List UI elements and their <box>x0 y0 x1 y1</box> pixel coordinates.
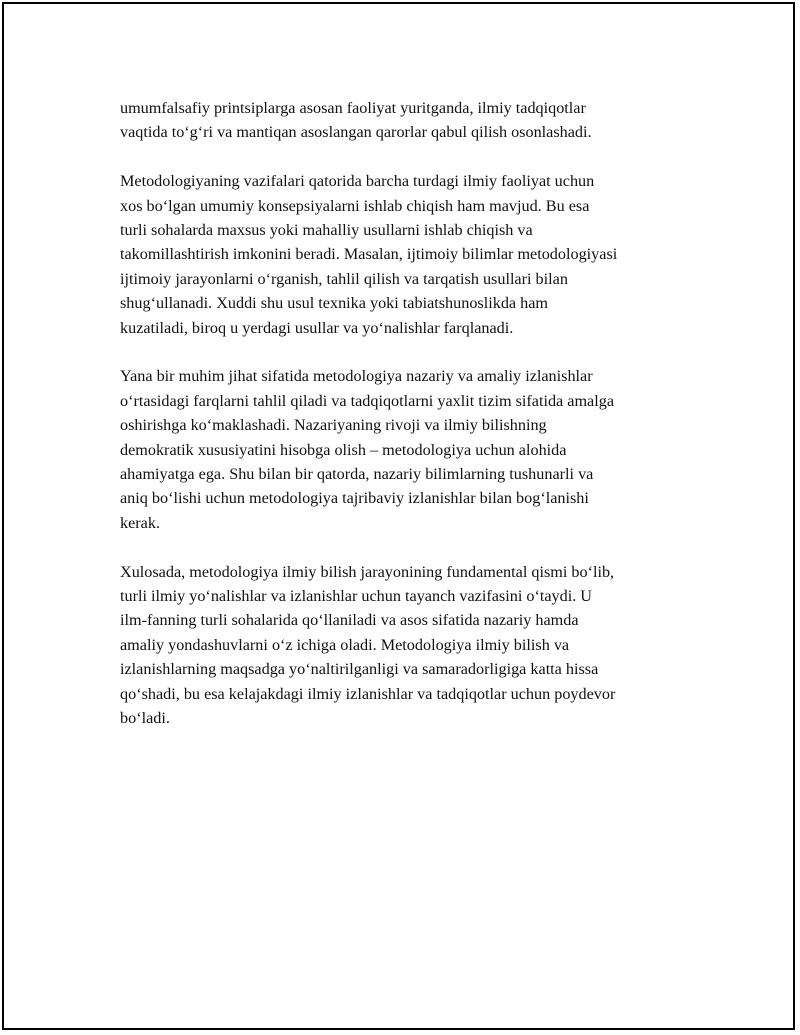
text-line: umumfalsafiy printsiplarga asosan faoliyat yuritganda, ilmiy tadqiqotlar <box>120 99 586 117</box>
text-line: vaqtida to‘g‘ri va mantiqan asoslangan qarorlar qabul qilish osonlashadi. <box>120 123 592 142</box>
text-line: Metodologiyaning vazifalari qatorida barcha turdagi ilmiy faoliyat uchun <box>120 172 595 191</box>
text-line: turli sohalarda maxsus yoki mahalliy usullarni ishlab chiqish va <box>120 221 533 240</box>
paragraph-1 <box>120 96 700 145</box>
text-line: xos bo‘lgan umumiy konsepsiyalarni ishlab chiqish ham mavjud. Bu esa <box>120 196 590 215</box>
text-line: ijtimoiy jarayonlarni o‘rganish, tahlil qilish va tarqatish usullari bilan <box>120 269 568 288</box>
paragraph-2 <box>120 169 700 340</box>
text-line: oshirishga ko‘maklashadi. Nazariyaning rivoji va ilmiy bilishning <box>120 416 547 435</box>
text-line: amaliy yondashuvlarni o‘z ichiga oladi. Metodologiya ilmiy bilish va <box>120 635 570 654</box>
text-line: takomillashtirish imkonini beradi. Masalan, ijtimoiy bilimlar metodologiyasi <box>120 245 618 264</box>
text-line: Yana bir muhim jihat sifatida metodologiya nazariy va amaliy izlanishlar <box>120 367 593 386</box>
text-line: kerak. <box>120 513 160 532</box>
text-line: qo‘shadi, bu esa kelajakdagi ilmiy izlanishlar va tadqiqotlar uchun poydevor <box>120 684 616 703</box>
text-line: kuzatiladi, biroq u yerdagi usullar va yo‘nalishlar farqlanadi. <box>120 318 514 337</box>
text-line: ilm-fanning turli sohalarida qo‘llaniladi va asos sifatida nazariy hamda <box>120 611 579 630</box>
paragraph-4 <box>120 560 700 731</box>
text-line: shug‘ullanadi. Xuddi shu usul texnika yoki tabiatshunoslikda ham <box>120 294 549 313</box>
text-line: o‘rtasidagi farqlarni tahlil qiladi va tadqiqotlarni yaxlit tizim sifatida amalga <box>120 391 615 410</box>
text-line: bo‘ladi. <box>120 709 170 728</box>
text-line: turli ilmiy yo‘nalishlar va izlanishlar uchun tayanch vazifasini o‘taydi. U <box>120 587 592 606</box>
document-body <box>120 96 700 755</box>
text-line: demokratik xususiyatini hisobga olish – metodologiya uchun alohida <box>120 440 567 459</box>
document-page <box>2 2 795 1030</box>
text-line: aniq bo‘lishi uchun metodologiya tajribaviy izlanishlar bilan bog‘lanishi <box>120 489 589 508</box>
text-line: izlanishlarning maqsadga yo‘naltirilganligi va samaradorligiga katta hissa <box>120 660 599 679</box>
paragraph-3 <box>120 364 700 535</box>
text-line: ahamiyatga ega. Shu bilan bir qatorda, nazariy bilimlarning tushunarli va <box>120 465 594 484</box>
text-line: Xulosada, metodologiya ilmiy bilish jarayonining fundamental qismi bo‘lib, <box>120 562 615 581</box>
